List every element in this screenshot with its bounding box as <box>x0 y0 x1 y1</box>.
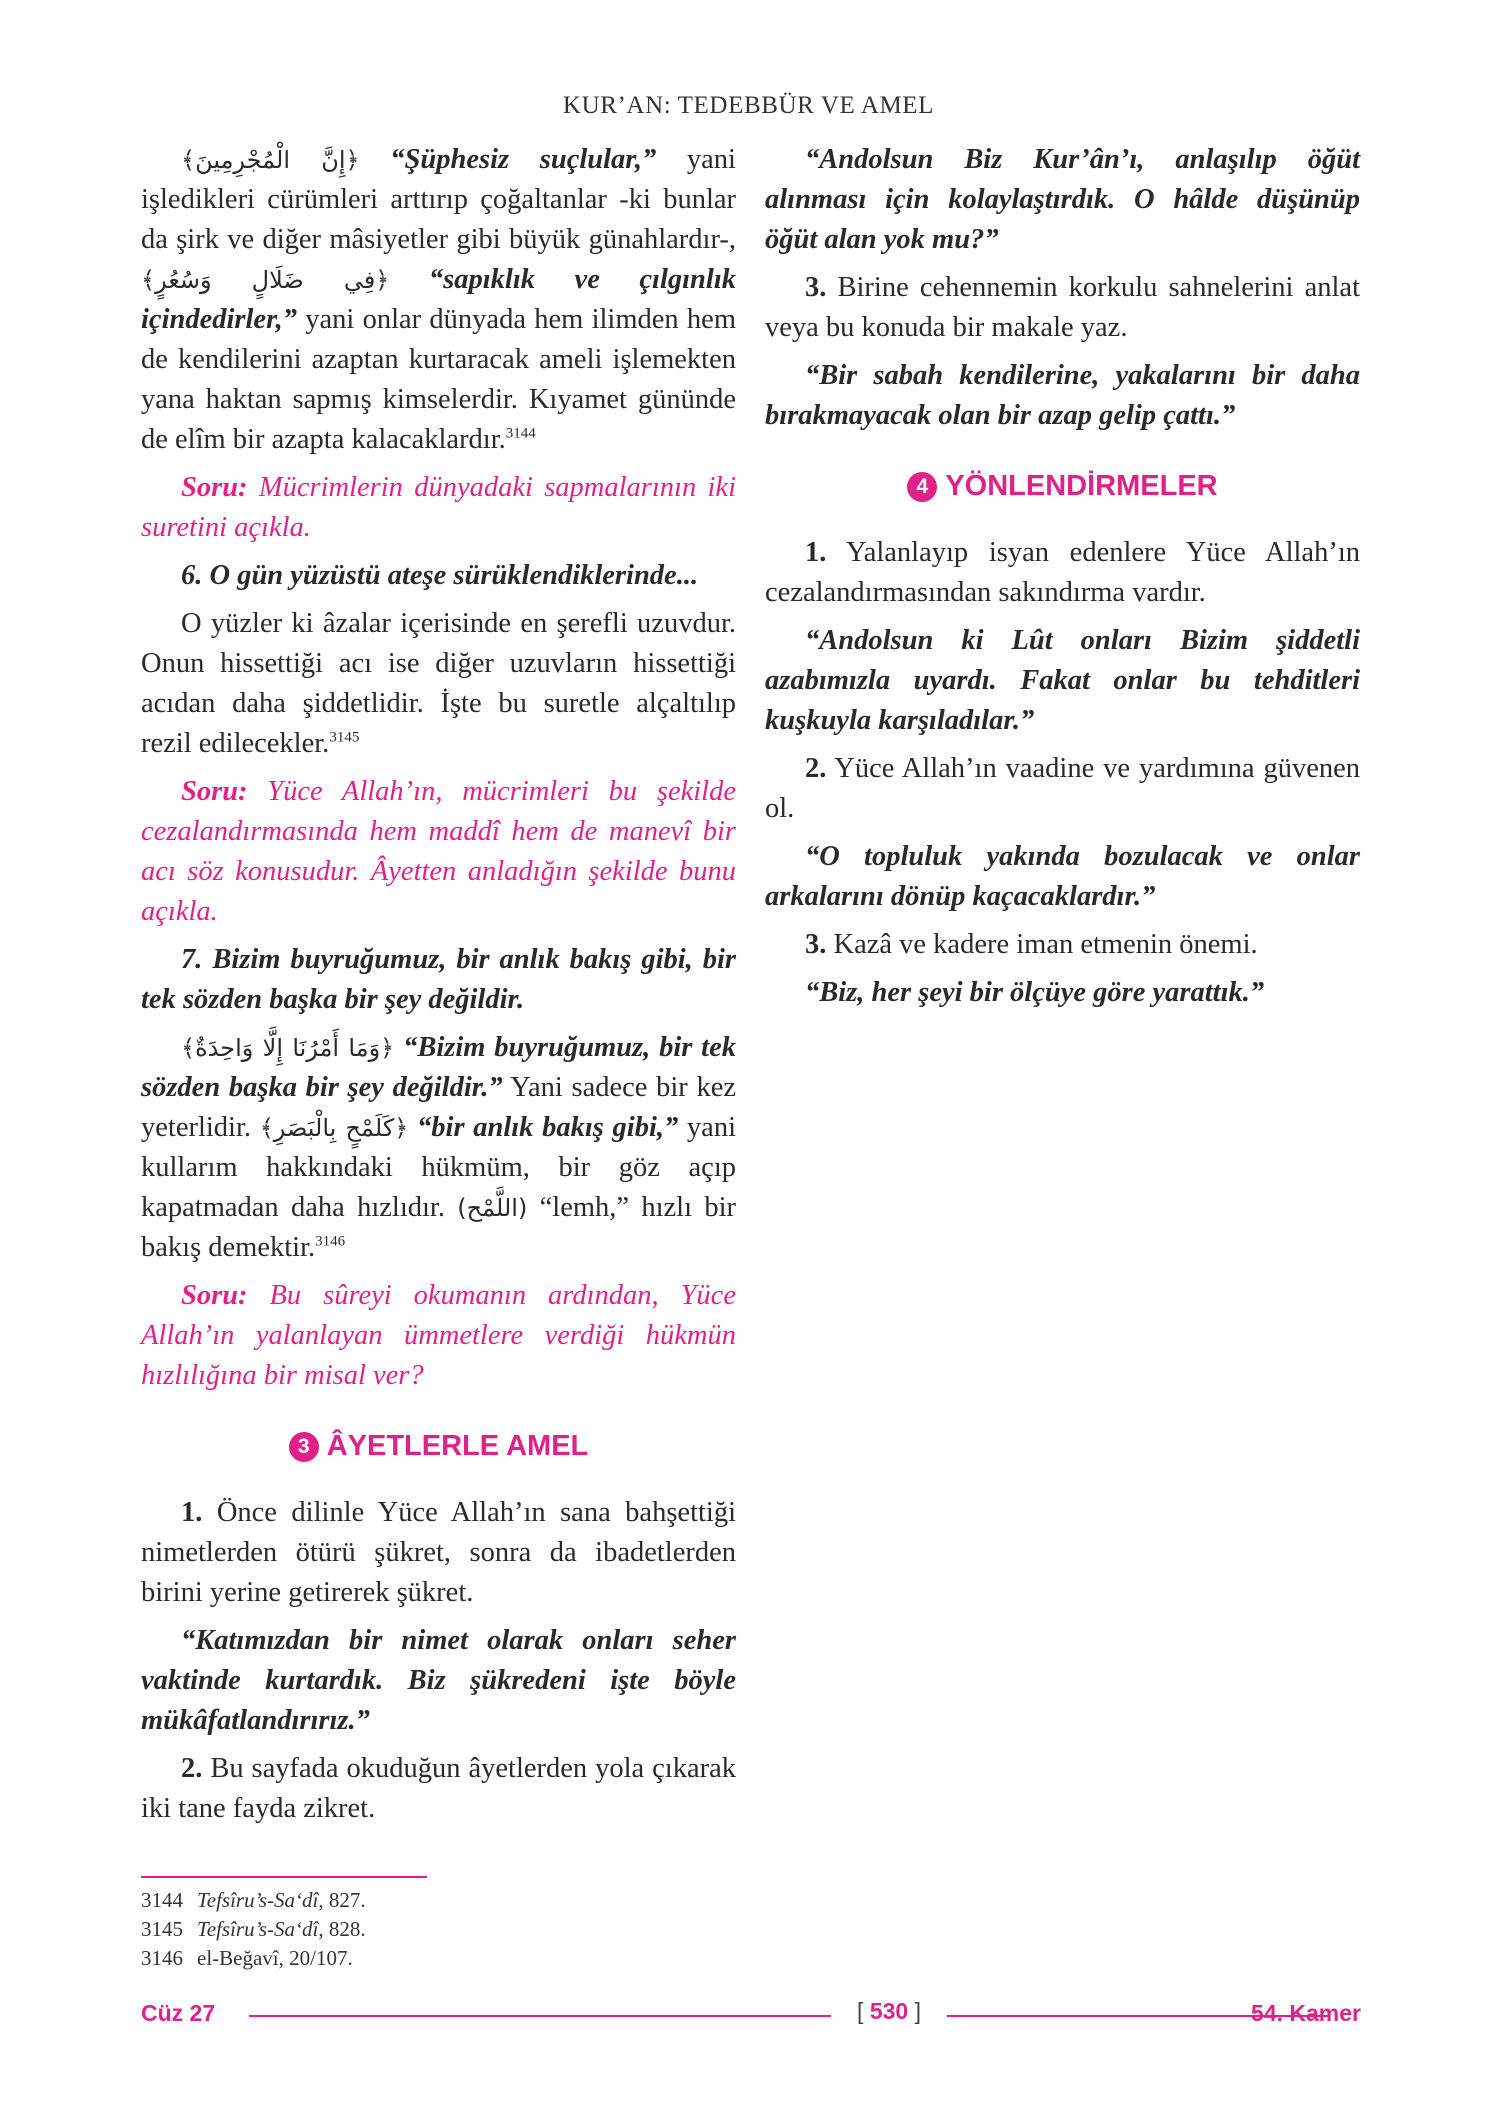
verse-quote-block: “O topluluk yakında bozulacak ve onlar arkalarını dönüp kaçacaklardır.” <box>765 841 1360 912</box>
left-column <box>141 140 736 1829</box>
footnote-number: 3146 <box>141 1946 183 1970</box>
item-text: Birine cehennemin korkulu sahnelerini anlat veya bu konuda bir makale yaz. <box>765 272 1360 343</box>
footnote-ref[interactable]: 3146 <box>315 1233 346 1250</box>
footnote-detail: , 828. <box>318 1917 366 1941</box>
amel-item-1 <box>141 1493 736 1613</box>
body-text: yani işledikleri cürümleri arttırıp çoğaltanlar -ki bunlar da şirk ve diğer mâsiyetler gibi büyük günahlardır-, <box>141 144 736 255</box>
page-footer <box>141 2000 1361 2032</box>
paragraph-yuzler <box>141 604 736 764</box>
footnote-ref[interactable]: 3145 <box>329 729 360 746</box>
footnote-detail: el-Beğavî, 20/107. <box>197 1946 353 1970</box>
item-text: Önce dilinle Yüce Allah’ın sana bahşettiği nimetlerden ötürü şükret, sonra da ibadetlerden birini yerine getirerek şükret. <box>141 1497 736 1608</box>
question-3 <box>141 1276 736 1396</box>
body-text: yani kullarım hakkındaki hükmüm, bir göz açıp kapatmadan daha hızlıdır. <box>141 1112 736 1223</box>
item-text: Kazâ ve kadere iman etmenin önemi. <box>826 929 1258 960</box>
question-1 <box>141 468 736 548</box>
verse-quote-block: “Bir sabah kendilerine, yakalarını bir daha bırakmayacak olan bir azap gelip çattı.” <box>765 360 1360 431</box>
section-number-badge: 3 <box>289 1432 319 1462</box>
paragraph-buyrugumuz <box>141 1028 736 1268</box>
bracket-close: ] <box>914 1998 921 2024</box>
question-label: Soru: <box>181 1280 248 1311</box>
section-number-badge: 4 <box>907 472 937 502</box>
body-text: yani onlar dünyada hem ilimden hem de kendilerini azaptan kurtaracak ameli işlemekten yana haktan sapmış kimselerdir. Kıyamet gününde de elîm bir azapta kalacaklardır. <box>141 304 736 455</box>
arabic-verse: ﴿كَلَمْحٍ بِالْبَصَرِ﴾ <box>259 1114 409 1142</box>
running-title: KUR’AN: TEDEBBÜR VE AMEL <box>562 92 935 119</box>
question-label: Soru: <box>181 776 248 807</box>
footnote <box>141 1915 741 1944</box>
verse-quote-block: “Andolsun ki Lût onları Bizim şiddetli azabımızla uyardı. Fakat onlar bu tehditleri kuşkuyla karşıladılar.” <box>765 625 1360 736</box>
footnote-source: Tefsîru’s-Sa‘dî <box>197 1917 319 1941</box>
item-number: 1. <box>805 537 827 568</box>
item-text: Yüce Allah’ın vaadine ve yardımına güvenen ol. <box>765 753 1360 824</box>
item-text: Bu sayfada okuduğun âyetlerden yola çıkarak iki tane fayda zikret. <box>141 1753 736 1824</box>
verse-quote-block: “Biz, her şeyi bir ölçüye göre yarattık.” <box>805 977 1265 1008</box>
question-text: Mücrimlerin dünyadaki sapmalarının iki suretini açıkla. <box>141 472 736 543</box>
arabic-verse: ﴿فِي ضَلَالٍ وَسُعُرٍ﴾ <box>141 266 390 294</box>
page-number-value: 530 <box>869 1998 909 2024</box>
item-number: 3. <box>805 929 827 960</box>
verse-heading-6: 6. O gün yüzüstü ateşe sürüklendiklerinde... <box>181 560 699 591</box>
verse-quote: “sapıklık ve çılgınlık içindedirler,” <box>141 264 736 335</box>
bracket-open: [ <box>857 1998 864 2024</box>
yonlendirme-item-3 <box>765 925 1360 965</box>
footnote-number: 3145 <box>141 1917 183 1941</box>
verse-quote: “bir anlık bakış gibi,” <box>408 1112 679 1143</box>
amel-item-3 <box>765 268 1360 348</box>
footnote-divider <box>141 1876 427 1878</box>
page-number <box>831 1998 947 2025</box>
footnote-source: Tefsîru’s-Sa‘dî <box>197 1888 319 1912</box>
footnote-detail: , 827. <box>318 1888 366 1912</box>
section-heading-ayetlerle-amel <box>141 1430 736 1463</box>
question-text: Bu sûreyi okumanın ardından, Yüce Allah’ın yalanlayan ümmetlere verdiği hükmün hızlılığına bir misal ver? <box>141 1280 736 1391</box>
section-heading-yonlendirmeler <box>765 470 1360 503</box>
section-title: ÂYETLERLE AMEL <box>326 1430 589 1462</box>
item-text: Yalanlayıp isyan edenlere Yüce Allah’ın cezalandırmasından sakındırma vardır. <box>765 537 1360 608</box>
yonlendirme-item-2 <box>765 749 1360 829</box>
verse-heading-7: 7. Bizim buyruğumuz, bir anlık bakış gibi, bir tek sözden başka bir şey değildir. <box>141 944 736 1015</box>
footnote <box>141 1944 741 1973</box>
section-title: YÖNLENDİRMELER <box>945 470 1218 502</box>
verse-quote-block: “Katımızdan bir nimet olarak onları seher vaktinde kurtardık. Biz şükredeni işte böyle mükâfatlandırırız.” <box>141 1625 736 1736</box>
footer-rule-left <box>249 2015 831 2017</box>
yonlendirme-item-1 <box>765 533 1360 613</box>
item-number: 1. <box>181 1497 203 1528</box>
body-text: “lemh,” hızlı bir bakış demektir. <box>141 1192 736 1263</box>
verse-quote: “Şüphesiz suçlular,” <box>390 144 657 175</box>
surah-label: 54. Kamer <box>1251 2000 1361 2026</box>
footnotes <box>141 1886 741 1973</box>
question-text: Yüce Allah’ın, mücrimleri bu şekilde cezalandırmasında hem maddî hem de manevî bir acı söz konusudur. Âyetten anladığın şekilde bunu açıkla. <box>141 776 736 927</box>
question-2 <box>141 772 736 932</box>
right-column <box>765 140 1360 1013</box>
body-text: Yani sadece bir kez yeterlidir. <box>141 1072 736 1143</box>
arabic-word: (اللَّمْح) <box>457 1194 528 1222</box>
verse-quote-block: “Andolsun Biz Kur’ân’ı, anlaşılıp öğüt alınması için kolaylaştırdık. O hâlde düşünüp öğüt alan yok mu?” <box>765 144 1360 255</box>
item-number: 2. <box>805 753 827 784</box>
footnote-ref[interactable]: 3144 <box>505 425 536 442</box>
paragraph-mucrimler <box>141 140 736 460</box>
item-number: 3. <box>805 272 827 303</box>
verse-quote: “Bizim buyruğumuz, bir tek sözden başka bir şey değildir.” <box>141 1032 736 1103</box>
arabic-verse: ﴿وَمَا أَمْرُنَا إِلَّا وَاحِدَةٌ﴾ <box>181 1034 395 1062</box>
juz-label: Cüz 27 <box>141 2000 216 2026</box>
item-number: 2. <box>181 1753 203 1784</box>
body-text: O yüzler ki âzalar içerisinde en şerefli uzuvdur. Onun hissettiği acı ise diğer uzuvların hissettiği acıdan daha şiddetlidir. İşte bu suretle alçaltılıp rezil edilecekler. <box>141 608 736 759</box>
footnote-number: 3144 <box>141 1888 183 1912</box>
amel-item-2 <box>141 1749 736 1829</box>
arabic-verse: ﴿إِنَّ الْمُجْرِمِينَ﴾ <box>181 146 360 174</box>
footnote <box>141 1886 741 1915</box>
question-label: Soru: <box>181 472 248 503</box>
